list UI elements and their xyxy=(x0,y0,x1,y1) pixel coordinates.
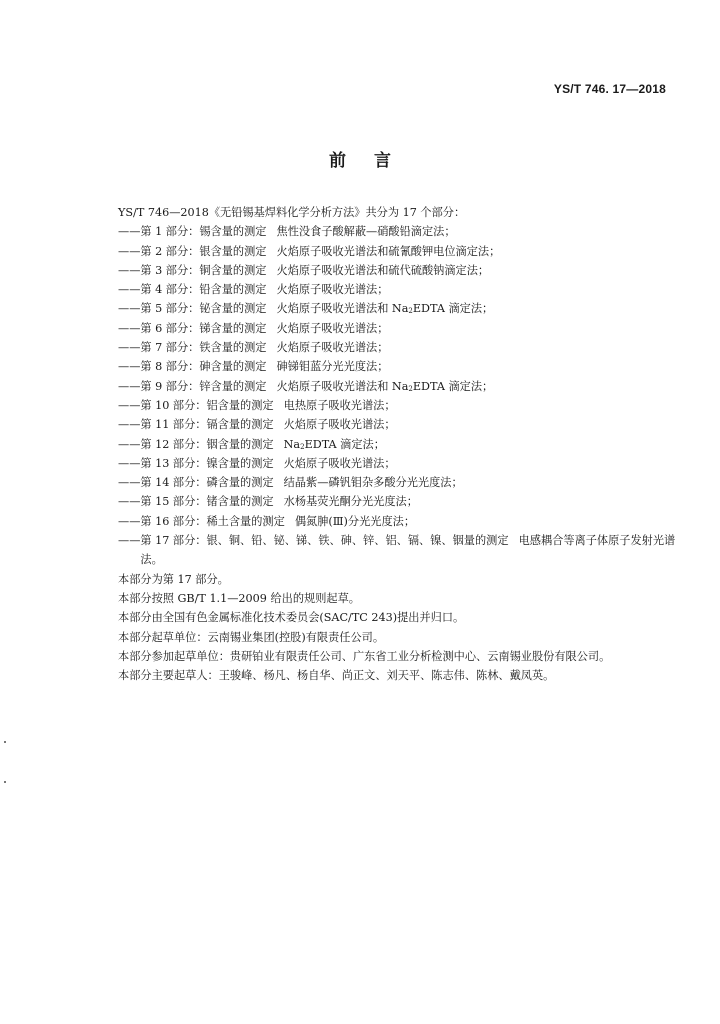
part-body xyxy=(140,280,388,299)
method-text: EDTA 滴定法； xyxy=(304,437,385,451)
part-label: 第 10 部分： xyxy=(140,398,207,412)
part-method: 火焰原子吸收光谱法； xyxy=(276,341,389,355)
part-method: 火焰原子吸收光谱法和硫代硫酸钠滴定法； xyxy=(276,263,490,277)
part-label: 第 6 部分： xyxy=(140,321,200,335)
part-method: 偶氮胂(Ⅲ)分光光度法； xyxy=(294,514,416,528)
note-line: 本部分参加起草单位：贵研铂业有限责任公司、广东省工业分析检测中心、云南锡业股份有限公司。 xyxy=(118,649,611,663)
part-label: 第 1 部分： xyxy=(140,225,200,239)
part-label: 第 13 部分： xyxy=(140,456,207,470)
subscript: 2 xyxy=(408,384,413,393)
dash-mark: —— xyxy=(118,302,141,316)
note-line: 本部分按照 GB/T 1.1—2009 给出的规则起草。 xyxy=(118,591,360,605)
part-item xyxy=(118,319,678,338)
part-label: 第 7 部分： xyxy=(140,341,200,355)
part-item xyxy=(118,415,678,434)
part-body xyxy=(140,319,388,338)
part-item xyxy=(118,261,678,280)
part-name: 稀土含量的测定 xyxy=(206,514,285,528)
part-name: 镉含量的测定 xyxy=(206,418,274,432)
part-item xyxy=(118,473,678,492)
dash-mark: —— xyxy=(118,418,141,432)
part-label: 第 16 部分： xyxy=(140,514,207,528)
part-item xyxy=(118,280,678,299)
dash-mark: —— xyxy=(118,263,141,277)
part-item xyxy=(118,377,678,396)
part-name: 镍含量的测定 xyxy=(206,456,274,470)
dash-mark: —— xyxy=(118,437,141,451)
part-name: 铟含量的测定 xyxy=(206,437,274,451)
part-method: 火焰原子吸收光谱法； xyxy=(276,283,389,297)
dash-mark: —— xyxy=(118,514,141,528)
part-body xyxy=(140,377,493,396)
dash-mark: —— xyxy=(118,456,141,470)
dash-mark: —— xyxy=(118,244,141,258)
subscript: 2 xyxy=(300,442,305,451)
part-method xyxy=(277,302,494,315)
part-item xyxy=(118,222,678,241)
part-item xyxy=(118,512,678,531)
part-body xyxy=(140,435,385,454)
dash-mark: —— xyxy=(118,341,141,355)
part-label: 第 2 部分： xyxy=(140,244,200,258)
dash-mark: —— xyxy=(118,476,141,490)
part-method: 火焰原子吸收光谱法和硫氰酸钾电位滴定法； xyxy=(276,244,501,258)
part-item xyxy=(118,492,678,511)
part-name: 铝含量的测定 xyxy=(206,398,274,412)
part-name: 铁含量的测定 xyxy=(199,341,267,355)
part-label: 第 14 部分： xyxy=(140,476,207,490)
part-body xyxy=(140,415,395,434)
part-item xyxy=(118,454,678,473)
document-body xyxy=(118,203,678,685)
dash-mark: —— xyxy=(118,534,141,548)
part-method: 电热原子吸收光谱法； xyxy=(283,398,396,412)
part-body xyxy=(140,396,395,415)
part-name: 银、铜、铅、铋、锑、铁、砷、锌、铝、镉、镍、铟量的测定 xyxy=(206,534,509,548)
part-body xyxy=(140,299,493,318)
part-body xyxy=(140,261,489,280)
part-method: 火焰原子吸收光谱法； xyxy=(283,418,396,432)
standard-code: YS/T 746. 17—2018 xyxy=(553,82,666,96)
part-item xyxy=(118,435,678,454)
part-method: 焦性没食子酸解蔽—硝酸铅滴定法； xyxy=(276,225,456,239)
parts-list xyxy=(118,222,678,569)
method-text: Na xyxy=(283,437,301,451)
margin-mark xyxy=(4,781,6,783)
part-method: 水杨基荧光酮分光光度法； xyxy=(283,495,418,509)
part-body xyxy=(140,242,500,261)
part-method: 砷锑钼蓝分光光度法； xyxy=(276,360,389,374)
part-label: 第 3 部分： xyxy=(140,263,200,277)
notes-list xyxy=(118,570,678,686)
part-body xyxy=(140,357,388,376)
part-name: 磷含量的测定 xyxy=(206,476,274,490)
dash-mark: —— xyxy=(118,225,141,239)
part-item xyxy=(118,396,678,415)
part-body xyxy=(140,492,418,511)
method-text: 火焰原子吸收光谱法和 Na xyxy=(276,302,409,316)
dash-mark: —— xyxy=(118,321,141,335)
part-label: 第 12 部分： xyxy=(140,437,207,451)
method-text: 火焰原子吸收光谱法和 Na xyxy=(276,379,409,393)
part-label: 第 5 部分： xyxy=(140,302,200,316)
part-method: 火焰原子吸收光谱法； xyxy=(276,321,389,335)
part-name: 铅含量的测定 xyxy=(199,283,267,297)
note-line: 本部分主要起草人：王骏峰、杨凡、杨自华、尚正文、刘天平、陈志伟、陈林、戴凤英。 xyxy=(118,669,555,683)
part-item xyxy=(118,357,678,376)
part-body xyxy=(140,338,388,357)
dash-mark: —— xyxy=(118,283,141,297)
part-item xyxy=(118,299,678,318)
page-title: 前言 xyxy=(329,151,419,171)
method-text: EDTA 滴定法； xyxy=(412,379,494,393)
part-method xyxy=(284,438,385,451)
part-name: 锡含量的测定 xyxy=(199,225,267,239)
part-method: 电感耦合等离子体原子发射光谱法。 xyxy=(140,534,676,567)
note-line: 本部分起草单位：云南锡业集团(控股)有限责任公司。 xyxy=(118,630,385,644)
note-line: 本部分为第 17 部分。 xyxy=(118,572,229,586)
part-name: 砷含量的测定 xyxy=(199,360,267,374)
part-label: 第 4 部分： xyxy=(140,283,200,297)
dash-mark: —— xyxy=(118,379,141,393)
part-label: 第 17 部分： xyxy=(140,534,207,548)
part-label: 第 11 部分： xyxy=(140,418,207,432)
part-item xyxy=(118,338,678,357)
dash-mark: —— xyxy=(118,360,141,374)
part-item xyxy=(118,531,678,570)
dash-mark: —— xyxy=(118,398,141,412)
part-body xyxy=(140,222,455,241)
part-name: 锌含量的测定 xyxy=(199,379,267,393)
part-body xyxy=(140,512,415,531)
part-label: 第 9 部分： xyxy=(140,379,200,393)
margin-mark xyxy=(4,741,6,743)
part-name: 铋含量的测定 xyxy=(199,302,267,316)
intro-line: YS/T 746—2018《无铅锡基焊料化学分析方法》共分为 17 个部分： xyxy=(118,206,466,219)
part-item xyxy=(118,242,678,261)
subscript: 2 xyxy=(408,307,413,316)
dash-mark: —— xyxy=(118,495,141,509)
part-name: 锑含量的测定 xyxy=(199,321,267,335)
part-body xyxy=(140,473,462,492)
method-text: EDTA 滴定法； xyxy=(412,302,494,316)
note-line: 本部分由全国有色金属标准化技术委员会(SAC/TC 243)提出并归口。 xyxy=(118,611,465,625)
part-name: 铜含量的测定 xyxy=(199,263,267,277)
part-name: 锗含量的测定 xyxy=(206,495,274,509)
part-label: 第 15 部分： xyxy=(140,495,207,509)
part-method: 结晶紫—磷钒钼杂多酸分光光度法； xyxy=(283,476,463,490)
part-method xyxy=(277,380,494,393)
part-method: 火焰原子吸收光谱法； xyxy=(283,456,396,470)
part-label: 第 8 部分： xyxy=(140,360,200,374)
part-name: 银含量的测定 xyxy=(199,244,267,258)
part-body xyxy=(140,454,395,473)
part-body xyxy=(140,531,678,570)
